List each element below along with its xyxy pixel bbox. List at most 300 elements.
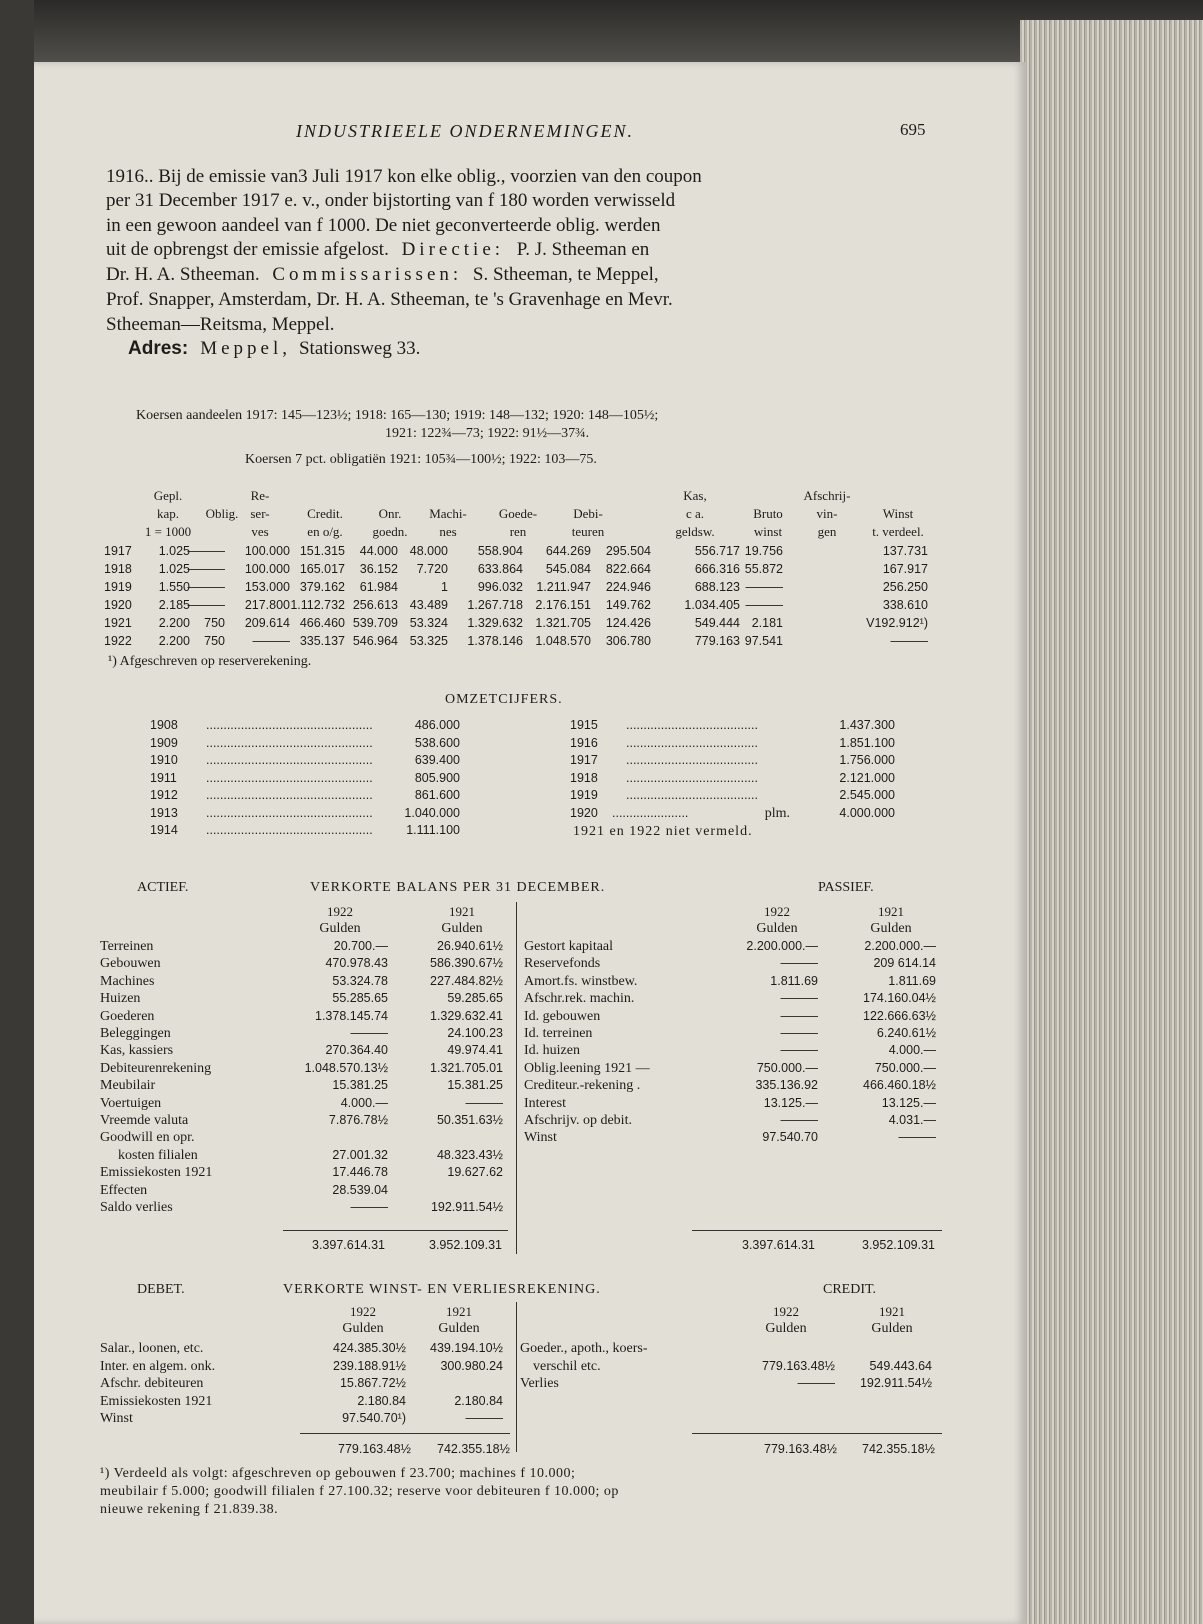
table-cell: 53.324 [409, 616, 448, 630]
table-cell: 1.378.146 [467, 634, 523, 648]
omzet-value: 1.851.100 [839, 735, 895, 750]
table-cell: 48.000 [409, 544, 448, 558]
debet-label: Winst [100, 1411, 133, 1426]
table-cell: 750 [204, 616, 225, 630]
debet-label: Emissiekosten 1921 [100, 1393, 213, 1409]
actief-1921: 586.390.67½ [430, 956, 503, 971]
passief-label: Winst [524, 1130, 557, 1146]
table-cell: 1.112.732 [290, 598, 345, 612]
passief-label: Amort.fs. winstbew. [524, 973, 638, 989]
passief-label: Afschrijv. op debit. [524, 1113, 632, 1128]
actief-label: Kas, kassiers [100, 1043, 174, 1059]
actief-1922: 470.978.43 [325, 956, 388, 971]
passief-label: Oblig.leening 1921 — [524, 1060, 650, 1076]
actief-1922: 55.285.65 [332, 991, 388, 1006]
intro-line: per 31 December 1917 e. v., onder bijstorting van f 180 worden verwisseld [106, 190, 676, 211]
actief-1922: 4.000.— [340, 1095, 388, 1110]
actief-label: Voertuigen [100, 1095, 162, 1111]
passief-1922: 1.811.69 [770, 973, 818, 988]
table-header: kap. [156, 506, 180, 521]
year-header: 1921 [879, 1304, 905, 1319]
actief-1921: 49.974.41 [447, 1043, 503, 1058]
row-year: 1918 [104, 562, 132, 576]
table-cell: 100.000 [244, 562, 290, 576]
actief-label: kosten filialen [118, 1147, 198, 1163]
table-header: c a. [685, 506, 705, 521]
table-footnote: ¹) Afgeschreven op reserverekening. [108, 654, 312, 669]
actief-1922: 1.048.570.13½ [304, 1060, 388, 1075]
omzet-value: 2.545.000 [839, 788, 895, 802]
table-cell: 256.613 [352, 598, 398, 612]
passief-1921: 466.460.18½ [863, 1078, 936, 1093]
table-cell: 2.185 [158, 598, 190, 612]
unit-header: Gulden [871, 1321, 913, 1336]
passief-1922: ——— [780, 991, 818, 1006]
debet-1921: 300.980.24 [440, 1358, 503, 1373]
passief-label: Reservefonds [524, 956, 601, 972]
omzet-year: 1919 [570, 788, 598, 802]
table-cell: 549.444 [694, 616, 740, 630]
omzet-prefix: plm. [764, 805, 790, 821]
debet-total-1921: 742.355.18½ [437, 1442, 510, 1456]
passief-1922: ——— [780, 1043, 818, 1058]
leader-dots: ................................................ [206, 805, 373, 820]
leader-dots: ...................................... [626, 753, 758, 767]
adres-label: Adres: [128, 338, 189, 359]
table-cell: 556.717 [694, 544, 740, 558]
balans-divider [516, 902, 517, 1254]
passief-label: Crediteur.-rekening . [524, 1078, 641, 1094]
actief-1921: ——— [465, 1095, 503, 1110]
winst-total-rule [692, 1433, 942, 1434]
table-cell: 546.964 [352, 634, 398, 648]
table-cell: 1.550 [158, 580, 190, 594]
actief-1922: ——— [350, 1200, 388, 1214]
unit-header: Gulden [441, 921, 483, 936]
footnote-line: meubilair f 5.000; goodwill filialen f 27.100.32; reserve voor debiteuren f 10.000; op [100, 1484, 619, 1499]
actief-1921: 59.285.65 [447, 991, 503, 1006]
balans-total-rule [692, 1230, 942, 1231]
omzet-year: 1914 [150, 823, 178, 837]
table-header: nes [439, 524, 457, 539]
adres-city: Meppel, [200, 338, 291, 359]
passief-total-1921: 3.952.109.31 [862, 1238, 935, 1252]
actief-1922: ——— [350, 1026, 388, 1040]
balans-actief-label: ACTIEF. [137, 880, 189, 895]
table-cell: 2.181 [751, 616, 783, 630]
table-cell: 558.904 [477, 544, 523, 558]
adres-line [128, 338, 420, 360]
actief-1921: 227.484.82½ [430, 973, 503, 988]
table-cell: 996.032 [477, 580, 523, 594]
debet-1922: 97.540.70¹) [342, 1411, 406, 1425]
passief-1921: 1.811.69 [888, 973, 936, 988]
passief-1921: 750.000.— [874, 1060, 936, 1075]
scan-left-border [0, 0, 34, 1624]
passief-1921: ——— [898, 1130, 936, 1145]
passief-label: Id. terreinen [524, 1026, 593, 1041]
omzet-value: 639.400 [414, 753, 460, 767]
actief-label: Beleggingen [100, 1026, 171, 1041]
actief-1921: 48.323.43½ [436, 1147, 503, 1162]
actief-1921: 15.381.25 [447, 1078, 503, 1093]
credit-1922: 779.163.48½ [762, 1358, 835, 1373]
debet-1922: 239.188.91½ [333, 1358, 406, 1373]
koersen-obligaties: Koersen 7 pct. obligatiën 1921: 105¾—100½; 1922: 103—75. [245, 452, 597, 467]
leader-dots: ...................... [612, 805, 689, 820]
table-dash: ——— [187, 544, 225, 558]
balans-passief-label: PASSIEF. [818, 880, 874, 895]
table-header: Winst [882, 506, 914, 521]
table-header: 1 = 1000 [144, 524, 192, 539]
passief-label: Id. gebouwen [524, 1008, 601, 1024]
table-cell: 19.756 [744, 544, 783, 558]
omzet-year: 1910 [150, 753, 178, 767]
table-cell: 124.426 [605, 616, 651, 630]
passief-1921: 2.200.000.— [864, 939, 936, 953]
debet-1921: 2.180.84 [454, 1393, 503, 1408]
passief-label: Afschr.rek. machin. [524, 991, 635, 1007]
table-header: Afschrij- [803, 488, 851, 503]
running-header: INDUSTRIEELE ONDERNEMINGEN. [296, 121, 634, 141]
table-header: t. verdeel. [872, 524, 924, 539]
table-cell: 217.800 [244, 598, 290, 612]
winst-debet-label: DEBET. [137, 1282, 185, 1297]
credit-label: Goeder., apoth., koers- [520, 1341, 648, 1356]
passief-label: Gestort kapitaal [524, 939, 614, 954]
book-page-edges [1020, 20, 1203, 1624]
actief-1921: 50.351.63½ [436, 1113, 503, 1127]
table-dash: ——— [745, 598, 783, 612]
actief-label: Emissiekosten 1921 [100, 1165, 213, 1181]
leader-dots: ................................................ [206, 735, 373, 750]
leader-dots: ...................................... [626, 770, 758, 785]
table-cell: 55.872 [744, 562, 783, 576]
table-header: geldsw. [675, 524, 715, 539]
table-cell: 1.034.405 [684, 598, 740, 612]
leader-dots: ................................................ [206, 770, 373, 785]
table-cell: 137.731 [882, 544, 928, 558]
omzet-value: 805.900 [414, 770, 460, 785]
table-cell: 688.123 [694, 580, 740, 594]
actief-label: Effecten [100, 1182, 148, 1198]
table-cell: 224.946 [605, 580, 651, 594]
table-cell: 379.162 [299, 580, 345, 594]
year-header: 1921 [878, 904, 904, 919]
credit-total-1921: 742.355.18½ [862, 1442, 935, 1456]
actief-1922: 1.378.145.74 [315, 1008, 388, 1023]
commissarissen-line: Stheeman—Reitsma, Meppel. [106, 314, 335, 335]
table-cell: 1.267.718 [467, 598, 523, 612]
debet-1921: 439.194.10½ [430, 1341, 503, 1355]
actief-1922: 7.876.78½ [328, 1113, 388, 1127]
omzet-title: OMZETCIJFERS. [445, 692, 563, 707]
year-header: 1922 [350, 1304, 376, 1319]
actief-1922: 27.001.32 [332, 1147, 388, 1162]
actief-total-1921: 3.952.109.31 [429, 1238, 502, 1252]
table-header: Onr. [378, 506, 402, 521]
passief-1921: 122.666.63½ [863, 1008, 936, 1023]
actief-label: Gebouwen [100, 956, 161, 972]
table-cell: 2.200 [158, 634, 190, 648]
table-header: ren [509, 524, 527, 539]
omzet-value: 538.600 [414, 735, 460, 750]
omzet-value: 2.121.000 [839, 770, 895, 785]
passief-label: Id. huizen [524, 1043, 580, 1059]
table-cell: 151.315 [299, 544, 345, 558]
table-header: Bruto [753, 506, 783, 521]
passief-1921: 209 614.14 [873, 956, 936, 971]
intro-line: uit de opbrengst der emissie afgelost. [106, 239, 389, 260]
actief-label: Meubilair [100, 1078, 156, 1094]
table-cell: 1.048.570 [535, 634, 591, 648]
unit-header: Gulden [756, 921, 798, 936]
year-header: 1922 [327, 904, 353, 919]
table-header: ves [251, 524, 269, 539]
omzet-value: 1.437.300 [839, 718, 895, 732]
page-number: 695 [900, 120, 926, 139]
table-header: goedn. [372, 524, 408, 539]
balans-title: VERKORTE BALANS PER 31 DECEMBER. [310, 880, 606, 895]
credit-total-1922: 779.163.48½ [764, 1442, 837, 1456]
table-cell: 2.200 [158, 616, 190, 630]
table-header: teuren [571, 524, 605, 539]
table-header: Credit. [307, 506, 343, 521]
table-cell: V192.912¹) [866, 616, 928, 630]
table-cell: 1.211.947 [536, 580, 591, 594]
table-dash: ——— [187, 562, 225, 576]
leader-dots: ................................................ [206, 753, 373, 767]
row-year: 1921 [104, 616, 132, 630]
credit-1921: 549.443.64 [869, 1358, 932, 1373]
table-cell: 666.316 [694, 562, 740, 576]
table-cell: 644.269 [545, 544, 591, 558]
row-year: 1920 [104, 598, 132, 612]
debet-label: Salar., loonen, etc. [100, 1341, 204, 1356]
actief-label: Goodwill en opr. [100, 1130, 195, 1146]
table-header: Kas, [683, 488, 707, 503]
actief-label: Huizen [100, 991, 141, 1007]
leader-dots: ................................................ [206, 718, 373, 732]
table-cell: 750 [204, 634, 225, 648]
table-header: Gepl. [153, 488, 183, 503]
omzet-value: 4.000.000 [839, 805, 895, 820]
table-cell: 53.325 [409, 634, 448, 648]
actief-label: Terreinen [100, 939, 154, 954]
table-cell: 539.709 [352, 616, 398, 630]
table-header: Debi- [573, 506, 603, 521]
row-year: 1919 [104, 580, 132, 594]
table-header: winst [753, 524, 783, 539]
table-cell: 165.017 [299, 562, 345, 576]
directie-label: Directie: [401, 239, 505, 260]
debet-label: Inter. en algem. onk. [100, 1358, 216, 1374]
table-cell: 822.664 [605, 562, 651, 576]
omzet-year: 1917 [570, 753, 598, 767]
year-header: 1921 [446, 1304, 472, 1319]
winst-divider [516, 1302, 517, 1452]
passief-1921: 4.031.— [888, 1113, 936, 1127]
omzet-year: 1908 [150, 718, 178, 732]
leader-dots: ...................................... [626, 718, 758, 732]
table-cell: 149.762 [605, 598, 651, 612]
commissarissen-line: Prof. Snapper, Amsterdam, Dr. H. A. Stheeman, te 's Gravenhage en Mevr. [106, 289, 673, 310]
footnote-line: nieuwe rekening f 21.839.38. [100, 1502, 279, 1517]
table-header: ser- [250, 506, 270, 521]
balans-total-rule [283, 1230, 508, 1231]
actief-label: Saldo verlies [100, 1200, 173, 1215]
table-cell: 295.504 [605, 544, 651, 558]
passief-1922: 335.136.92 [755, 1078, 818, 1093]
passief-1922: ——— [780, 1026, 818, 1040]
credit-label: verschil etc. [533, 1358, 601, 1374]
omzet-year: 1909 [150, 735, 178, 750]
directie-line [106, 238, 649, 263]
table-dash: ——— [187, 598, 225, 612]
actief-1922: 53.324.78 [332, 973, 388, 988]
table-cell: 338.610 [882, 598, 928, 612]
table-cell: 100.000 [244, 544, 290, 558]
passief-1922: 2.200.000.— [746, 939, 818, 953]
table-cell: 466.460 [299, 616, 345, 630]
actief-1921: 1.329.632.41 [430, 1008, 503, 1023]
passief-1921: 13.125.— [881, 1095, 936, 1110]
table-header: Re- [250, 488, 270, 503]
koersen-aandeelen: Koersen aandeelen 1917: 145—123½; 1918: 165—130; 1919: 148—132; 1920: 148—105½; [136, 408, 659, 423]
actief-1922: 17.446.78 [332, 1165, 388, 1180]
passief-1922: ——— [780, 956, 818, 971]
leader-dots: ................................................ [206, 788, 373, 802]
credit-label: Verlies [520, 1376, 559, 1391]
credit-1922: ——— [797, 1376, 835, 1390]
year-header: 1922 [764, 904, 790, 919]
actief-1922: 270.364.40 [325, 1043, 388, 1058]
table-cell: 1.321.705 [535, 616, 591, 630]
table-dash: ——— [745, 580, 783, 594]
passief-1922: 97.540.70 [762, 1130, 818, 1145]
winst-title: VERKORTE WINST- EN VERLIESREKENING. [283, 1282, 601, 1297]
actief-label: Goederen [100, 1008, 155, 1024]
omzet-note: 1921 en 1922 niet vermeld. [573, 824, 753, 839]
table-dash: ——— [890, 634, 928, 648]
omzet-year: 1911 [150, 770, 177, 785]
table-header: Machi- [429, 506, 467, 521]
directie-names-2: Dr. H. A. Stheeman. [106, 264, 260, 285]
footnote-line: ¹) Verdeeld als volgt: afgeschreven op gebouwen f 23.700; machines f 10.000; [100, 1466, 576, 1481]
table-cell: 36.152 [359, 562, 398, 576]
actief-1921: 24.100.23 [447, 1026, 503, 1040]
table-header: en o/g. [307, 524, 343, 539]
leader-dots: ...................................... [626, 735, 758, 750]
debet-1922: 2.180.84 [357, 1393, 406, 1408]
credit-1921: 192.911.54½ [859, 1376, 932, 1390]
table-cell: 61.984 [359, 580, 398, 594]
commissarissen-names: S. Stheeman, te Meppel, [472, 264, 659, 285]
actief-total-1922: 3.397.614.31 [312, 1238, 385, 1252]
table-cell: 2.176.151 [535, 598, 591, 612]
passief-1922: ——— [780, 1113, 818, 1127]
omzet-value: 1.756.000 [839, 753, 895, 767]
table-cell: 97.541 [744, 634, 783, 648]
table-cell: 1.025 [158, 562, 190, 576]
commissarissen-label: Commissarissen: [272, 264, 463, 285]
debet-1922: 15.867.72½ [339, 1376, 406, 1390]
table-cell: 209.614 [244, 616, 290, 630]
actief-label: Machines [100, 973, 155, 989]
passief-label: Interest [524, 1095, 566, 1111]
table-cell: 306.780 [605, 634, 651, 648]
table-cell: 153.000 [244, 580, 290, 594]
debet-total-1922: 779.163.48½ [338, 1442, 411, 1456]
adres-street: Stationsweg 33. [298, 338, 421, 359]
table-header: gen [817, 524, 837, 539]
passief-1922: 13.125.— [763, 1095, 818, 1110]
year-header: 1921 [449, 904, 475, 919]
actief-1921: 26.940.61½ [436, 939, 503, 953]
table-header: Goede- [498, 506, 538, 521]
passief-1921: 4.000.— [888, 1043, 936, 1058]
debet-1922: 424.385.30½ [333, 1341, 406, 1355]
commissarissen-line [106, 263, 659, 288]
table-cell: 1 [441, 580, 448, 594]
table-dash: ——— [187, 580, 225, 594]
winst-credit-label: CREDIT. [823, 1282, 877, 1297]
table-dash: ——— [252, 634, 290, 648]
omzet-value: 1.040.000 [404, 805, 460, 820]
unit-header: Gulden [319, 921, 361, 936]
omzet-value: 486.000 [414, 718, 460, 732]
unit-header: Gulden [342, 1321, 384, 1336]
unit-header: Gulden [870, 921, 912, 936]
winst-total-rule [300, 1433, 510, 1434]
table-cell: 43.489 [409, 598, 448, 612]
omzet-year: 1915 [570, 718, 598, 732]
actief-label: Vreemde valuta [100, 1113, 189, 1128]
row-year: 1922 [104, 634, 132, 648]
unit-header: Gulden [438, 1321, 480, 1336]
debet-label: Afschr. debiteuren [100, 1376, 204, 1391]
table-cell: 1.329.632 [467, 616, 523, 630]
actief-1921: 1.321.705.01 [430, 1060, 503, 1075]
intro-line: in een gewoon aandeel van f 1000. De niet geconverteerde oblig. werden [106, 215, 661, 236]
omzet-year: 1913 [150, 805, 178, 820]
koersen-aandeelen-cont: 1921: 122¾—73; 1922: 91½—37¾. [385, 426, 590, 441]
leader-dots: ................................................ [206, 823, 373, 837]
table-cell: 335.137 [299, 634, 345, 648]
passief-1922: 750.000.— [756, 1060, 818, 1075]
table-header: vin- [816, 506, 838, 521]
omzet-year: 1920 [570, 805, 598, 820]
actief-1922: 15.381.25 [332, 1078, 388, 1093]
debet-1921: ——— [465, 1411, 503, 1425]
omzet-year: 1918 [570, 770, 598, 785]
passief-1922: ——— [780, 1008, 818, 1023]
row-year: 1917 [104, 544, 132, 558]
table-cell: 779.163 [694, 634, 740, 648]
year-header: 1922 [773, 1304, 799, 1319]
leader-dots: ...................................... [626, 788, 758, 802]
directie-names: P. J. Stheeman en [516, 239, 650, 260]
table-cell: 633.864 [477, 562, 523, 576]
passief-total-1922: 3.397.614.31 [742, 1238, 815, 1252]
omzet-value: 1.111.100 [406, 823, 460, 837]
omzet-value: 861.600 [414, 788, 460, 802]
unit-header: Gulden [765, 1321, 807, 1336]
table-cell: 1.025 [158, 544, 190, 558]
actief-1922: 20.700.— [333, 939, 388, 953]
actief-1921: 19.627.62 [447, 1165, 503, 1180]
passief-1921: 174.160.04½ [863, 991, 936, 1006]
